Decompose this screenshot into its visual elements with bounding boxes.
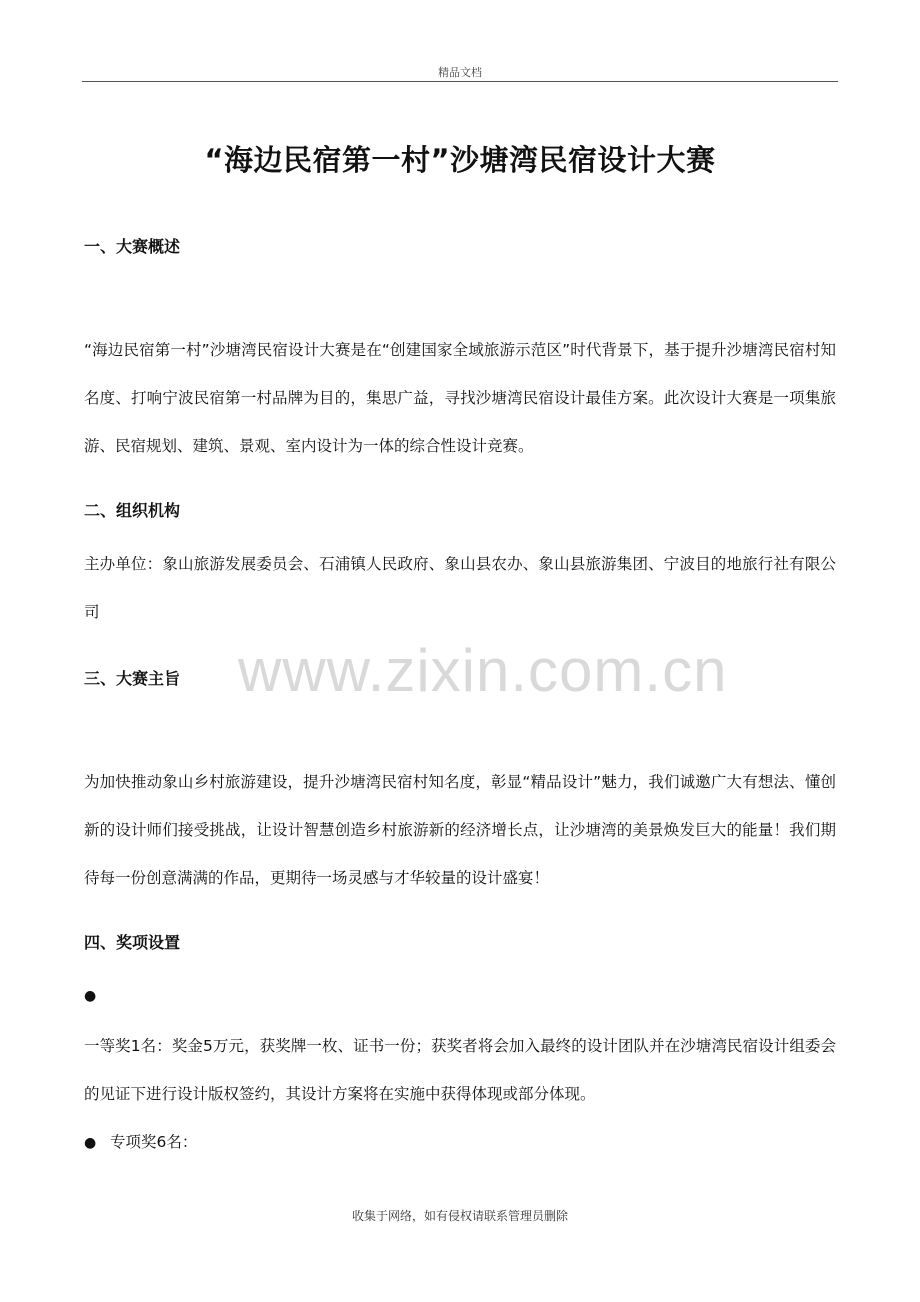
bullet-marker: ● [84, 1135, 97, 1151]
watermark: www.zixin.com.cn [238, 637, 728, 704]
award-first-prize: 一等奖1名：奖金5万元，获奖牌一枚、证书一份；获奖者将会加入最终的设计团队并在沙塘湾民宿设计组委会的见证下进行设计版权签约，其设计方案将在实施中获得体现或部分体现。 [84, 1037, 836, 1103]
section-body-purpose: 为加快推动象山乡村旅游建设，提升沙塘湾民宿村知名度，彰显“精品设计”魅力，我们诚邀广大有想法、懂创新的设计师们接受挑战，让设计智慧创造乡村旅游新的经济增长点，让沙塘湾的美景焕发巨大的能量！我们期待每一份创意满满的作品，更期待一场灵感与才华较量的设计盛宴！ [84, 773, 836, 887]
section-body-organization: 主办单位：象山旅游发展委员会、石浦镇人民政府、象山县农办、象山县旅游集团、宁波目的地旅行社有限公司 [84, 555, 836, 621]
bullet-marker: ● [84, 988, 97, 1004]
section-heading-awards: 四、奖项设置 [84, 933, 181, 952]
award-special-prize-label: 专项奖6名： [110, 1133, 198, 1151]
section-heading-purpose: 三、大赛主旨 [84, 669, 181, 688]
page-header: 精品文档 [438, 66, 482, 79]
page-footer: 收集于网络，如有侵权请联系管理员删除 [351, 1209, 568, 1223]
document-title: “海边民宿第一村”沙塘湾民宿设计大赛 [204, 143, 716, 177]
header-divider [82, 81, 838, 82]
award-special-prize-item [84, 1130, 197, 1152]
section-body-overview: “海边民宿第一村”沙塘湾民宿设计大赛是在“创建国家全域旅游示范区”时代背景下，基于提升沙塘湾民宿村知名度、打响宁波民宿第一村品牌为目的，集思广益，寻找沙塘湾民宿设计最佳方案。此次设计大赛是一项集旅游、民宿规划、建筑、景观、室内设计为一体的综合性设计竞赛。 [84, 341, 836, 455]
section-heading-overview: 一、大赛概述 [84, 237, 181, 256]
section-heading-organization: 二、组织机构 [84, 501, 181, 520]
